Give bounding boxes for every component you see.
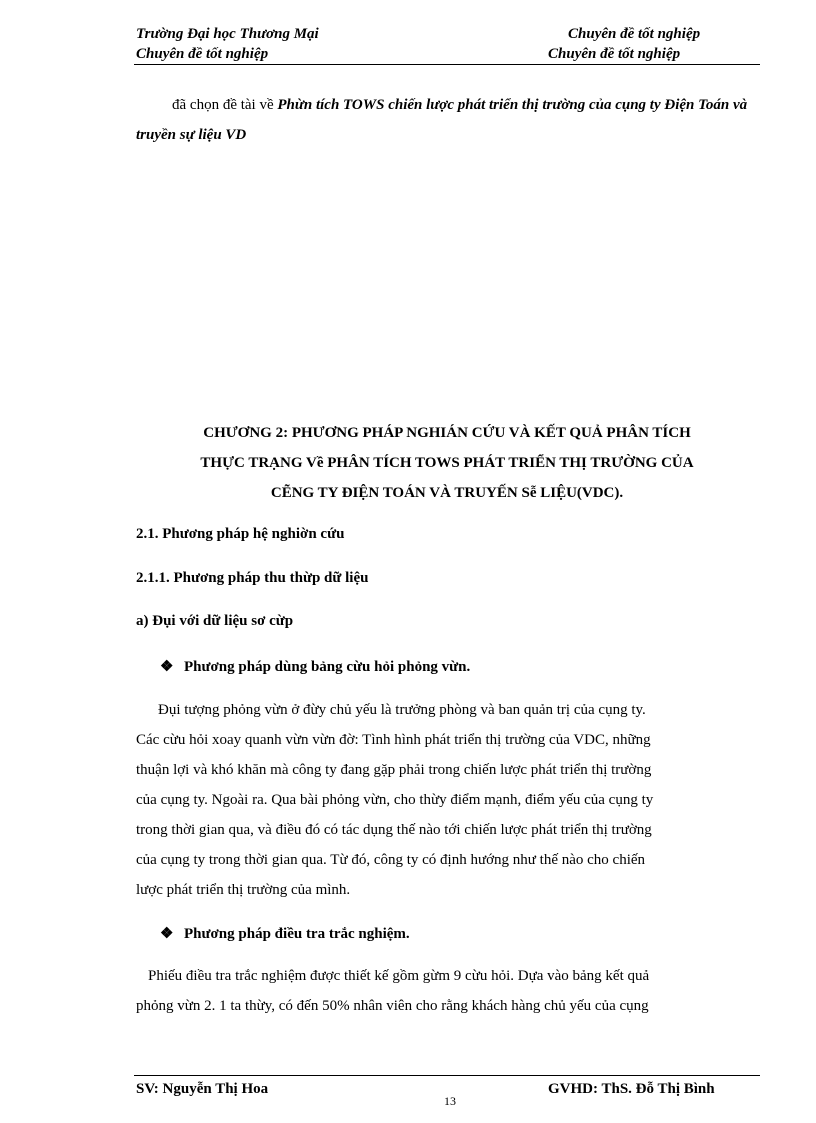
header-school: Trường Đại học Thương Mại — [136, 26, 319, 42]
intro-plain-text: đã chọn đề tài về — [172, 97, 278, 113]
interview-paragraph — [136, 695, 760, 905]
header-subtitle-left: Chuyên đề tốt nghiệp — [136, 46, 269, 62]
paragraph-line: lược phát triển thị trường của mình. — [136, 882, 351, 898]
intro-topic-title: Phừn tích TOWS chiến lược phát triển thị trường của cụng ty Điện Toán và truyền sự liệu VD — [136, 97, 748, 143]
chapter-title-line-2: THỰC TRẠNG Về PHÂN TÍCH TOWS PHÁT TRIỂN THỊ TRƯỜNG CỦA — [200, 455, 694, 471]
paragraph-line: trong thời gian qua, và điều đó có tác dụng thế nào tới chiến lược phát triển thị trường — [136, 822, 652, 838]
bullet-text: Phương pháp dùng bảng cừu hỏi phỏng vừn. — [184, 659, 471, 675]
footer-rule — [134, 1075, 760, 1076]
footer-student: SV: Nguyễn Thị Hoa — [136, 1081, 269, 1097]
footer-advisor: GVHD: ThS. Đỗ Thị Bình — [548, 1081, 715, 1097]
survey-paragraph — [136, 961, 760, 1021]
paragraph-line: Đụi tượng phỏng vừn ở đừy chủ yếu là trưởng phòng và ban quản trị của cụng ty. — [158, 702, 646, 718]
intro-paragraph — [136, 90, 760, 150]
section-2-1-heading: 2.1. Phương pháp hệ nghiờn cứu — [136, 526, 345, 542]
section-a-heading: a) Đụi với dữ liệu sơ cừp — [136, 613, 294, 629]
bullet-survey-method — [160, 924, 410, 943]
chapter-title-line-3: CẼNG TY ĐIỆN TOÁN VÀ TRUYẾN Sễ LIỆU(VDC). — [270, 485, 624, 501]
paragraph-line: phỏng vừn 2. 1 ta thừy, có đến 50% nhân viên cho rằng khách hàng chủ yếu của cụng — [136, 998, 649, 1014]
header-subtitle-right: Chuyên đề tốt nghiệp — [548, 46, 681, 62]
bullet-interview-method — [160, 657, 470, 676]
diamond-bullet-icon: ❖ — [160, 659, 174, 675]
paragraph-line: Phiếu điều tra trắc nghiệm được thiết kế gồm gừm 9 cừu hỏi. Dựa vào bảng kết quả — [148, 968, 650, 984]
chapter-title — [134, 418, 760, 508]
header-rule — [134, 64, 760, 65]
diamond-bullet-icon: ❖ — [160, 926, 174, 942]
paragraph-line: của cụng ty trong thời gian qua. Từ đó, công ty có định hướng như thế nào cho chiến — [136, 852, 646, 868]
bullet-text: Phương pháp điều tra trắc nghiệm. — [184, 926, 410, 942]
section-2-1-1-heading: 2.1.1. Phương pháp thu thừp dữ liệu — [136, 570, 369, 586]
chapter-title-line-1: CHƯƠNG 2: PHƯƠNG PHÁP NGHIÁN CỨU VÀ KẾT QUẢ PHÂN TÍCH — [203, 425, 691, 441]
paragraph-line: Các cừu hỏi xoay quanh vừn vừn đờ: Tình hình phát triển thị trường của VDC, những — [136, 732, 651, 748]
paragraph-line: của cụng ty. Ngoài ra. Qua bài phỏng vừn, cho thừy điểm mạnh, điểm yếu của cụng ty — [136, 792, 654, 808]
paragraph-line: thuận lợi và khó khăn mà công ty đang gặp phải trong chiến lược phát triển thị trường — [136, 762, 652, 778]
header-title-right: Chuyên đề tốt nghiệp — [568, 26, 701, 42]
page-number: 13 — [444, 1094, 456, 1108]
